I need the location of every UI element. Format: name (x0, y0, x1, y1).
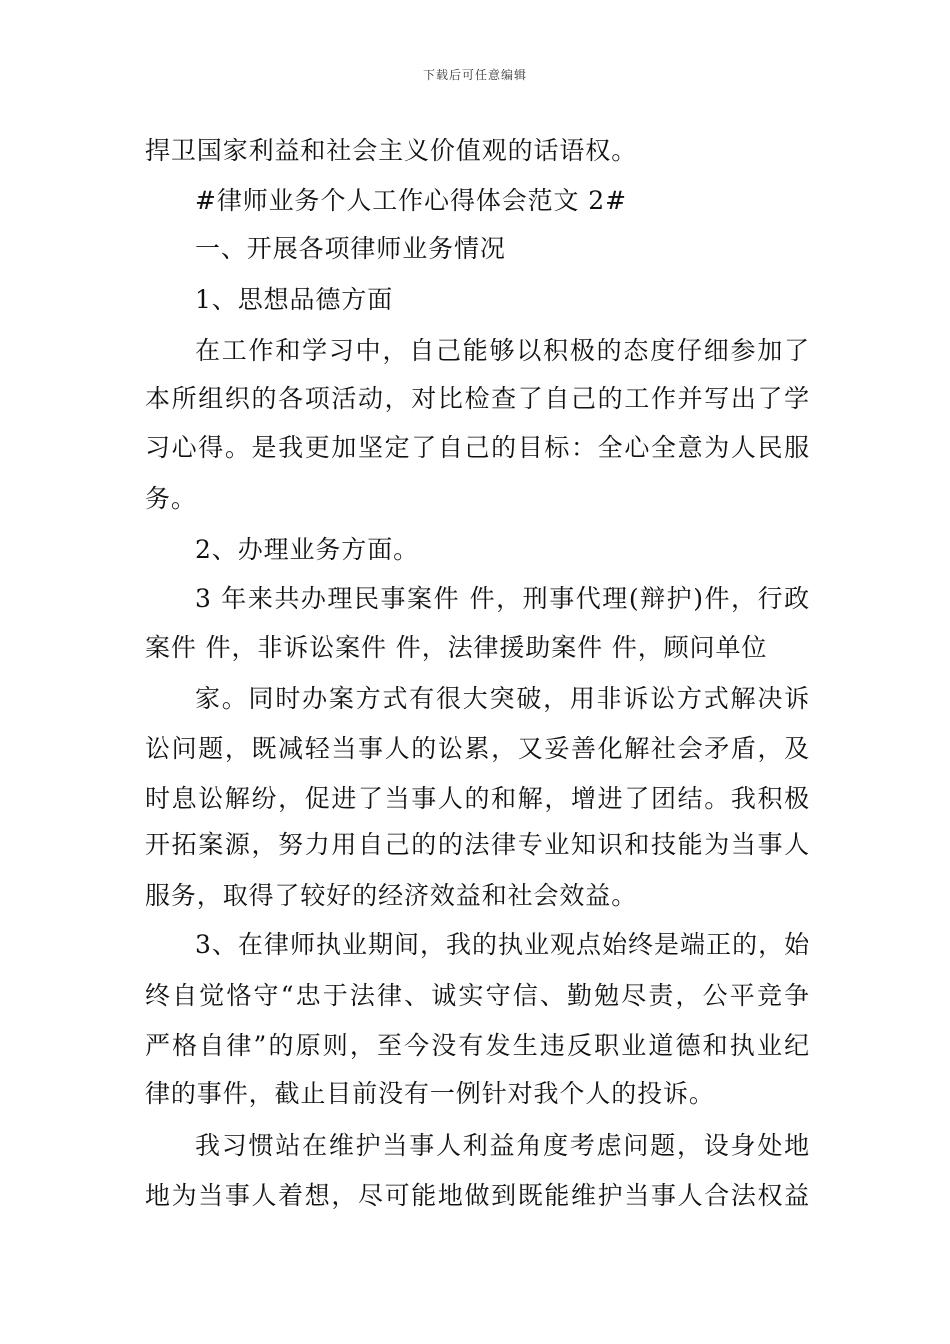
text-line: 时息讼解纷，促进了当事人的和解，增进了团结。我积极 (145, 784, 810, 813)
text-line: 务。 (145, 484, 197, 513)
text-line: 服务，取得了较好的经济效益和社会效益。 (145, 881, 638, 910)
text-line: 在工作和学习中，自己能够以积极的态度仔细参加了 (195, 336, 810, 365)
text-line: 开拓案源，努力用自己的的法律专业知识和技能为当事人 (145, 830, 810, 859)
heading-line: 一、开展各项律师业务情况 (195, 234, 506, 263)
text-line: 讼问题，既减轻当事人的讼累，又妥善化解社会矛盾，及 (145, 734, 810, 763)
subheading-line: 1、思想品德方面 (195, 285, 394, 314)
text-line: 3、在律师执业期间，我的执业观点始终是端正的，始 (195, 930, 810, 959)
text-line: 地为当事人着想，尽可能地做到既能维护当事人合法权益 (145, 1181, 810, 1210)
text-line: 终自觉恪守“忠于法律、诚实守信、勤勉尽责，公平竞争 (145, 981, 810, 1010)
subheading-line: 2、办理业务方面。 (195, 535, 420, 564)
text-line: 习心得。是我更加坚定了自己的目标：全心全意为人民服 (145, 433, 810, 462)
text-line: 家。同时办案方式有很大突破，用非诉讼方式解决诉 (195, 684, 810, 713)
text-line: 捍卫国家利益和社会主义价值观的话语权。 (145, 136, 638, 165)
text-line: 3 年来共办理民事案件 件，刑事代理(辩护)件，行政 (195, 584, 810, 613)
text-line: 案件 件，非诉讼案件 件，法律援助案件 件，顾问单位 (145, 633, 768, 662)
text-line: 我习惯站在维护当事人利益角度考虑问题，设身处地 (195, 1131, 810, 1160)
text-line: 律的事件，截止目前没有一例针对我个人的投诉。 (145, 1079, 715, 1108)
section-title: #律师业务个人工作心得体会范文 2# (195, 186, 627, 215)
text-line: 严格自律”的原则，至今没有发生违反职业道德和执业纪 (145, 1031, 810, 1060)
text-line: 本所组织的各项活动，对比检查了自己的工作并写出了学 (145, 384, 810, 413)
page-header: 下载后可任意编辑 (422, 68, 527, 82)
